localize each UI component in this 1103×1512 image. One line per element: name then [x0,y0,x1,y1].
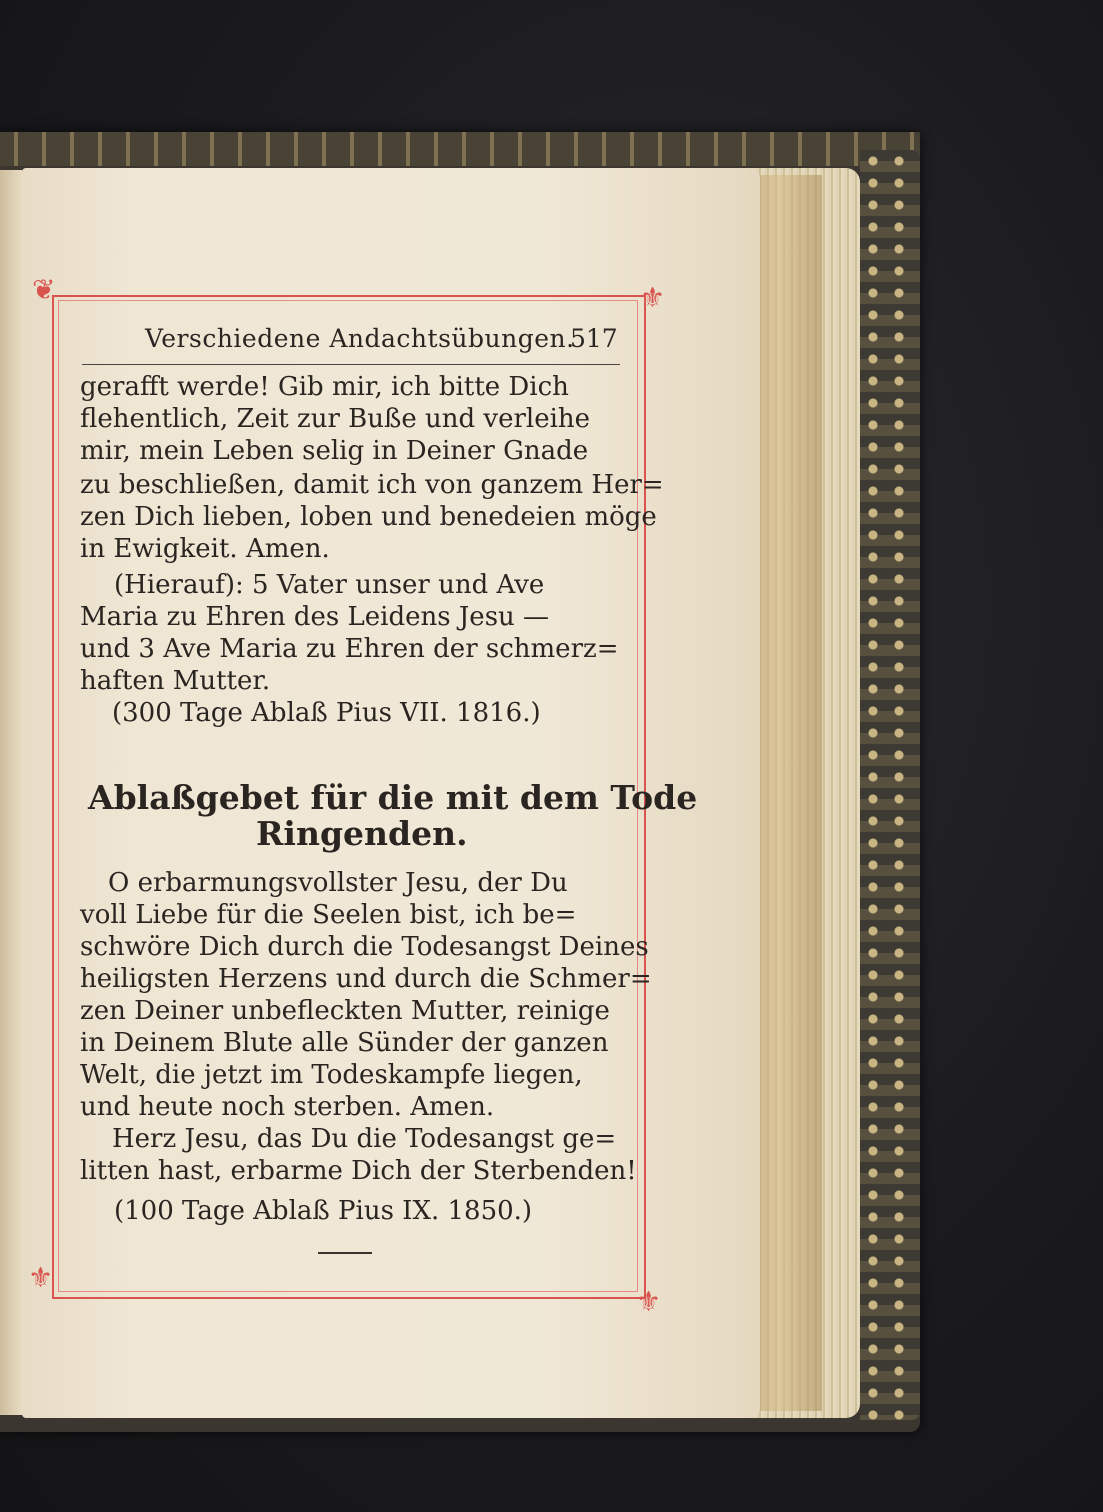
section-heading-line: Ringenden. [256,814,468,853]
fleur-ornament-icon: ⚜ [636,1285,662,1318]
prayer-line: Welt, die jetzt im Todeskampfe liegen, [80,1060,583,1090]
invocation-line: Herz Jesu, das Du die Todesangst ge= [112,1124,617,1154]
prayer-line: O erbarmungsvollster Jesu, der Du [108,868,568,898]
prayer-line: zen Dich lieben, loben und benedeien möge [80,502,657,532]
instruction-line: und 3 Ave Maria zu Ehren der schmerz= [80,634,619,664]
prayer-line: gerafft werde! Gib mir, ich bitte Dich [80,372,569,402]
invocation-line: litten hast, erbarme Dich der Sterbenden! [80,1156,637,1186]
prayer-line: in Ewigkeit. Amen. [80,534,330,564]
fleur-ornament-icon: ⚜ [640,281,666,314]
running-title: Verschiedene Andachtsübungen. [145,324,575,353]
prayer-line: zen Deiner unbefleckten Mutter, reinige [80,996,610,1026]
section-heading-line: Ablaßgebet für die mit dem Tode [88,778,698,817]
instruction-line: haften Mutter. [80,666,271,696]
prayer-line: voll Liebe für die Seelen bist, ich be= [80,900,577,930]
prayer-line: heiligsten Herzens und durch die Schmer= [80,964,652,994]
gilt-edge [752,175,822,1411]
fleur-ornament-icon: ❦ [32,273,56,306]
prayer-line: schwöre Dich durch die Todesangst Deines [80,932,649,962]
prayer-line: in Deinem Blute alle Sünder der ganzen [80,1028,609,1058]
closing-rule [318,1252,372,1254]
prayer-line: und heute noch sterben. Amen. [80,1092,495,1122]
previous-page-edge [0,170,22,1415]
prayer-line: zu beschließen, damit ich von ganzem Her= [80,470,664,500]
prayer-line: mir, mein Leben selig in Deiner Gnade [80,436,589,466]
fleur-ornament-icon: ⚜ [28,1261,54,1294]
instruction-line: Maria zu Ehren des Leidens Jesu — [80,602,550,632]
instruction-line: (Hierauf): 5 Vater unser und Ave [114,570,545,600]
page-number: 517 [570,324,618,353]
cover-ornament-band [0,132,920,166]
indulgence-note: (100 Tage Ablaß Pius IX. 1850.) [114,1196,533,1226]
indulgence-note: (300 Tage Ablaß Pius VII. 1816.) [112,698,541,728]
prayer-line: flehentlich, Zeit zur Buße und verleihe [80,404,591,434]
cover-ornament-edge [860,150,920,1420]
